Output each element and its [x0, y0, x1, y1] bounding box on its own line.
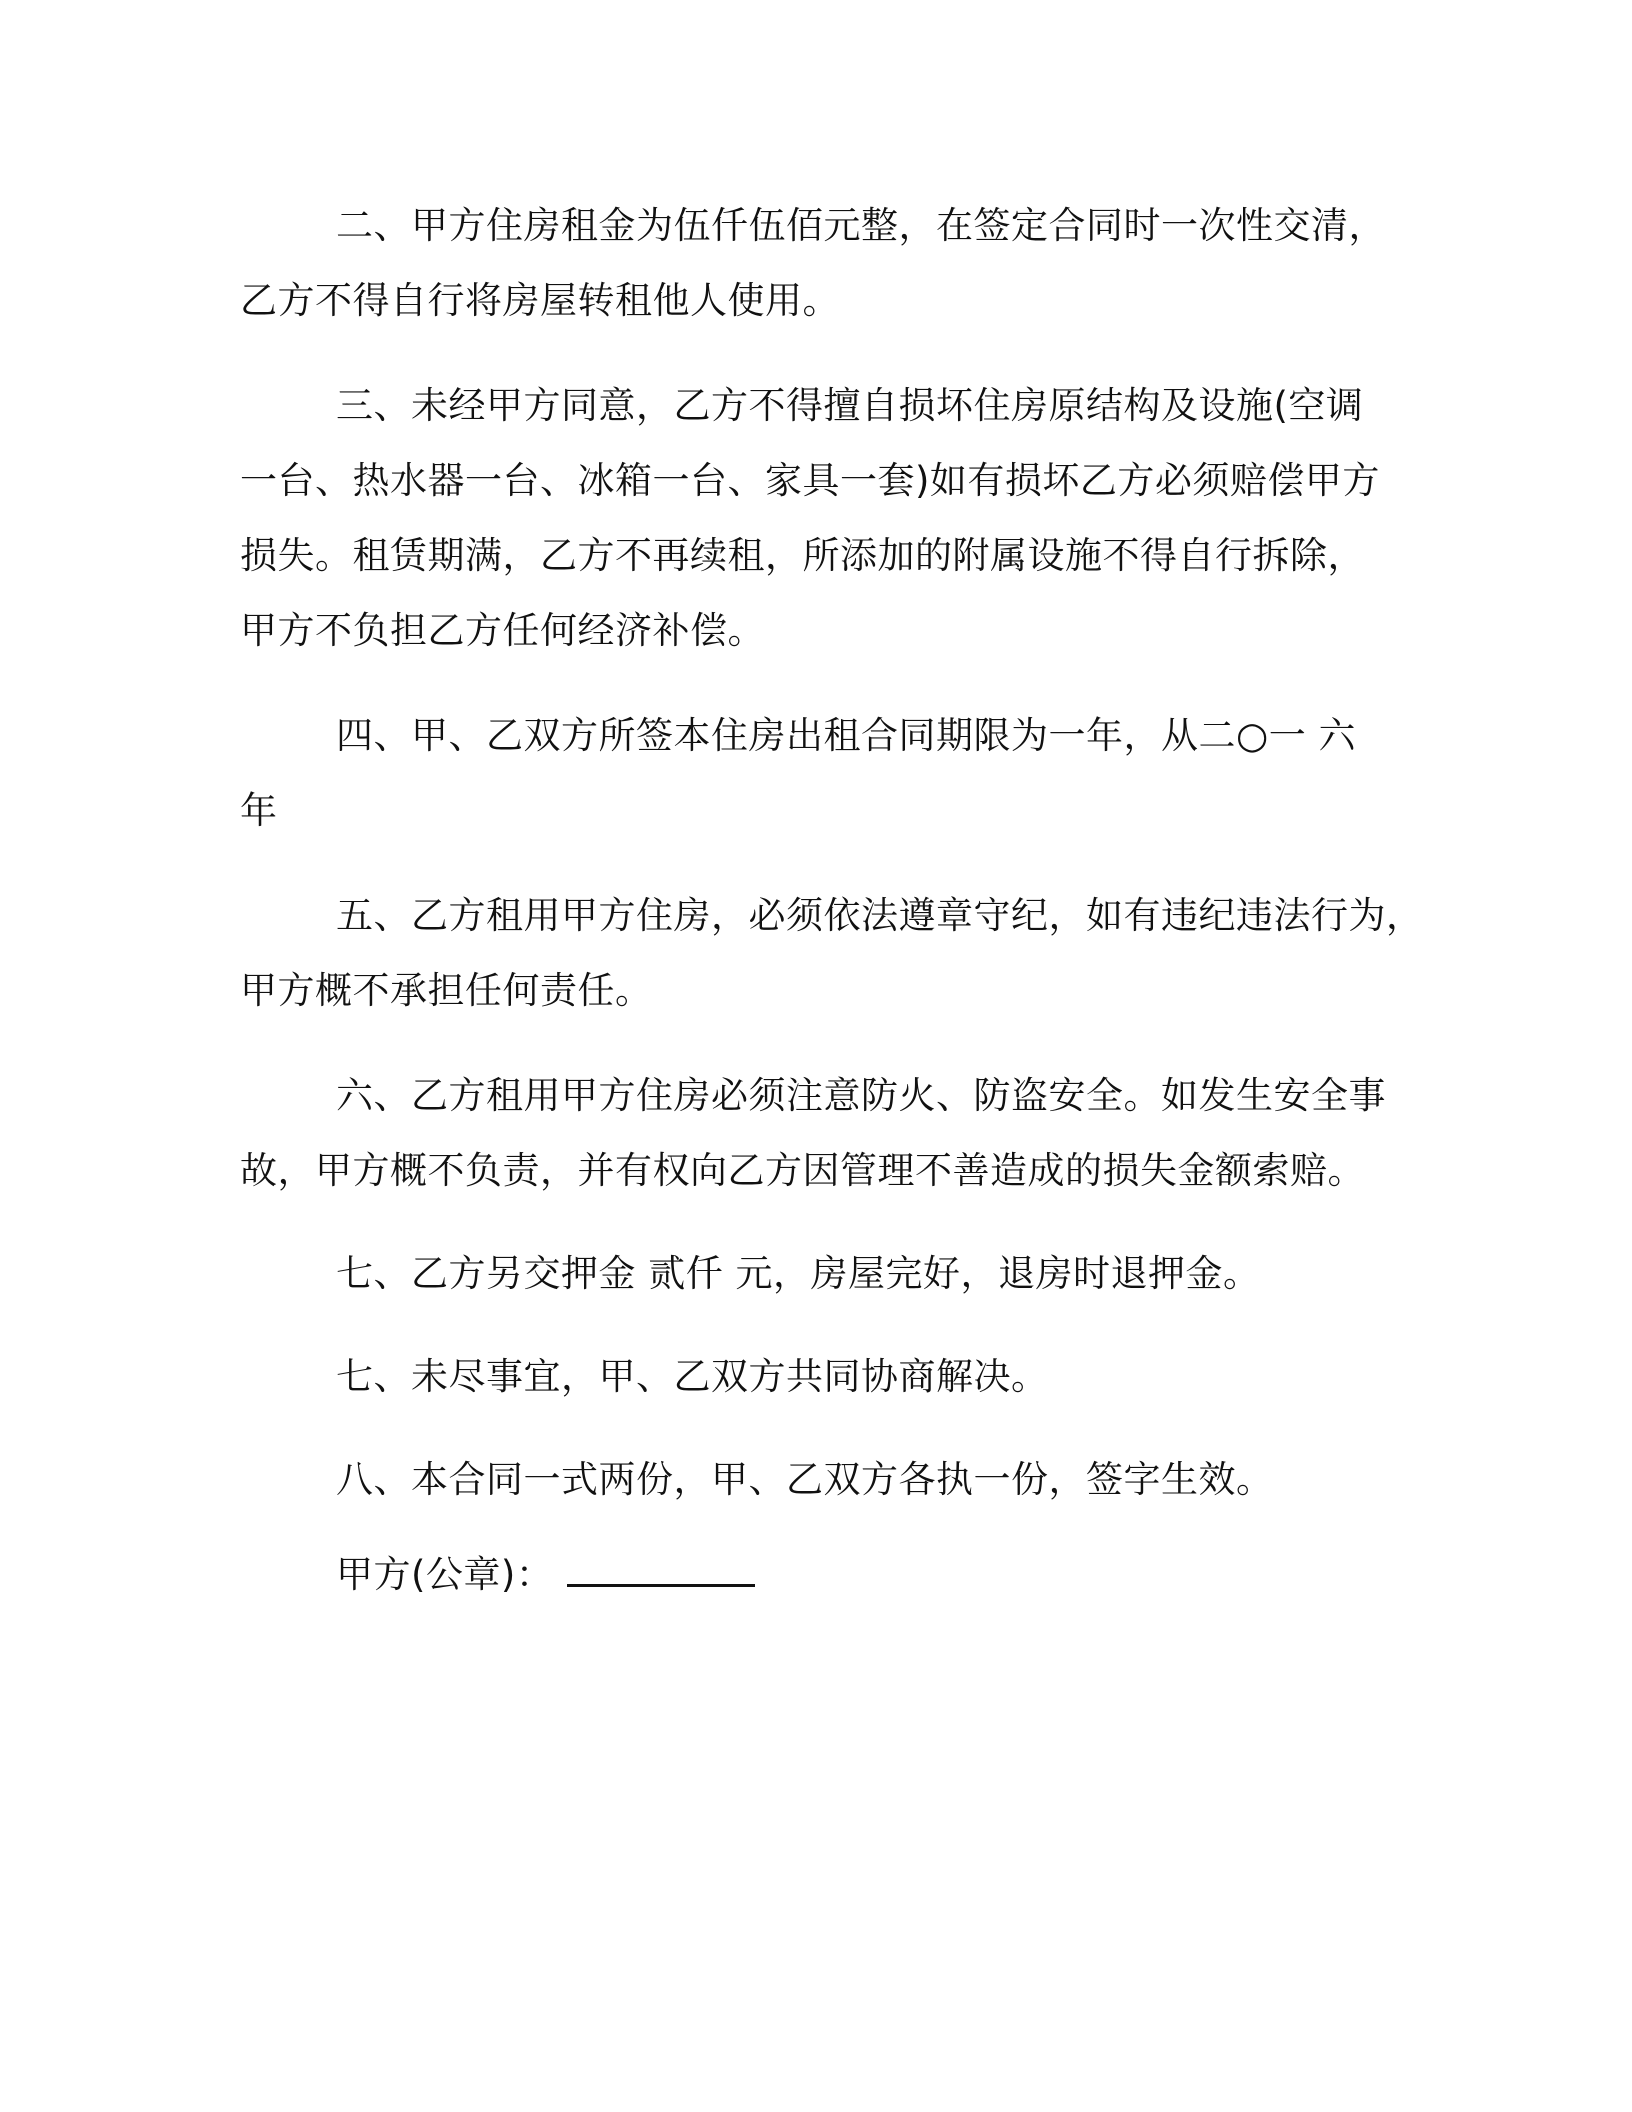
contract-body [240, 188, 1430, 1612]
clause-7-other-matters [240, 1339, 1430, 1414]
clause-7-deposit-line-1: 七、乙方另交押金 贰仟 元，房屋完好，退房时退押金。 [336, 1252, 1261, 1295]
clause-2 [240, 188, 1430, 338]
clause-8 [240, 1442, 1430, 1517]
party-a-signature [240, 1537, 1430, 1612]
clause-6 [240, 1058, 1430, 1208]
clause-4-line-2: 年 [240, 789, 278, 832]
clause-3 [240, 368, 1430, 668]
clause-8-line-1: 八、本合同一式两份，甲、乙双方各执一份，签字生效。 [336, 1458, 1274, 1501]
clause-2-line-1: 二、甲方住房租金为伍仟伍佰元整，在签定合同时一次性交清， [336, 204, 1386, 247]
clause-5-line-1: 五、乙方租用甲方住房，必须依法遵章守纪，如有违纪违法行为， [336, 894, 1424, 937]
clause-3-line-4: 甲方不负担乙方任何经济补偿。 [240, 609, 765, 652]
party-a-signature-label: 甲方(公章)： [336, 1553, 554, 1596]
clause-5-line-2: 甲方概不承担任何责任。 [240, 969, 653, 1012]
clause-3-line-1: 三、未经甲方同意，乙方不得擅自损坏住房原结构及设施(空调 [336, 384, 1364, 427]
clause-3-line-2: 一台、热水器一台、冰箱一台、家具一套)如有损坏乙方必须赔偿甲方 [240, 459, 1380, 502]
clause-3-line-3: 损失。租赁期满，乙方不再续租，所添加的附属设施不得自行拆除， [240, 534, 1365, 577]
clause-2-line-2: 乙方不得自行将房屋转租他人使用。 [240, 279, 840, 322]
clause-7-deposit [240, 1236, 1430, 1311]
signature-blank-line [567, 1550, 755, 1587]
clause-5 [240, 878, 1430, 1028]
clause-6-line-2: 故，甲方概不负责，并有权向乙方因管理不善造成的损失金额索赔。 [240, 1149, 1365, 1192]
clause-6-line-1: 六、乙方租用甲方住房必须注意防火、防盗安全。如发生安全事 [336, 1074, 1386, 1117]
clause-4 [240, 698, 1430, 848]
clause-7-other-matters-line-1: 七、未尽事宜，甲、乙双方共同协商解决。 [336, 1355, 1049, 1398]
clause-4-line-1: 四、甲、乙双方所签本住房出租合同期限为一年，从二○一 六 [336, 714, 1357, 757]
